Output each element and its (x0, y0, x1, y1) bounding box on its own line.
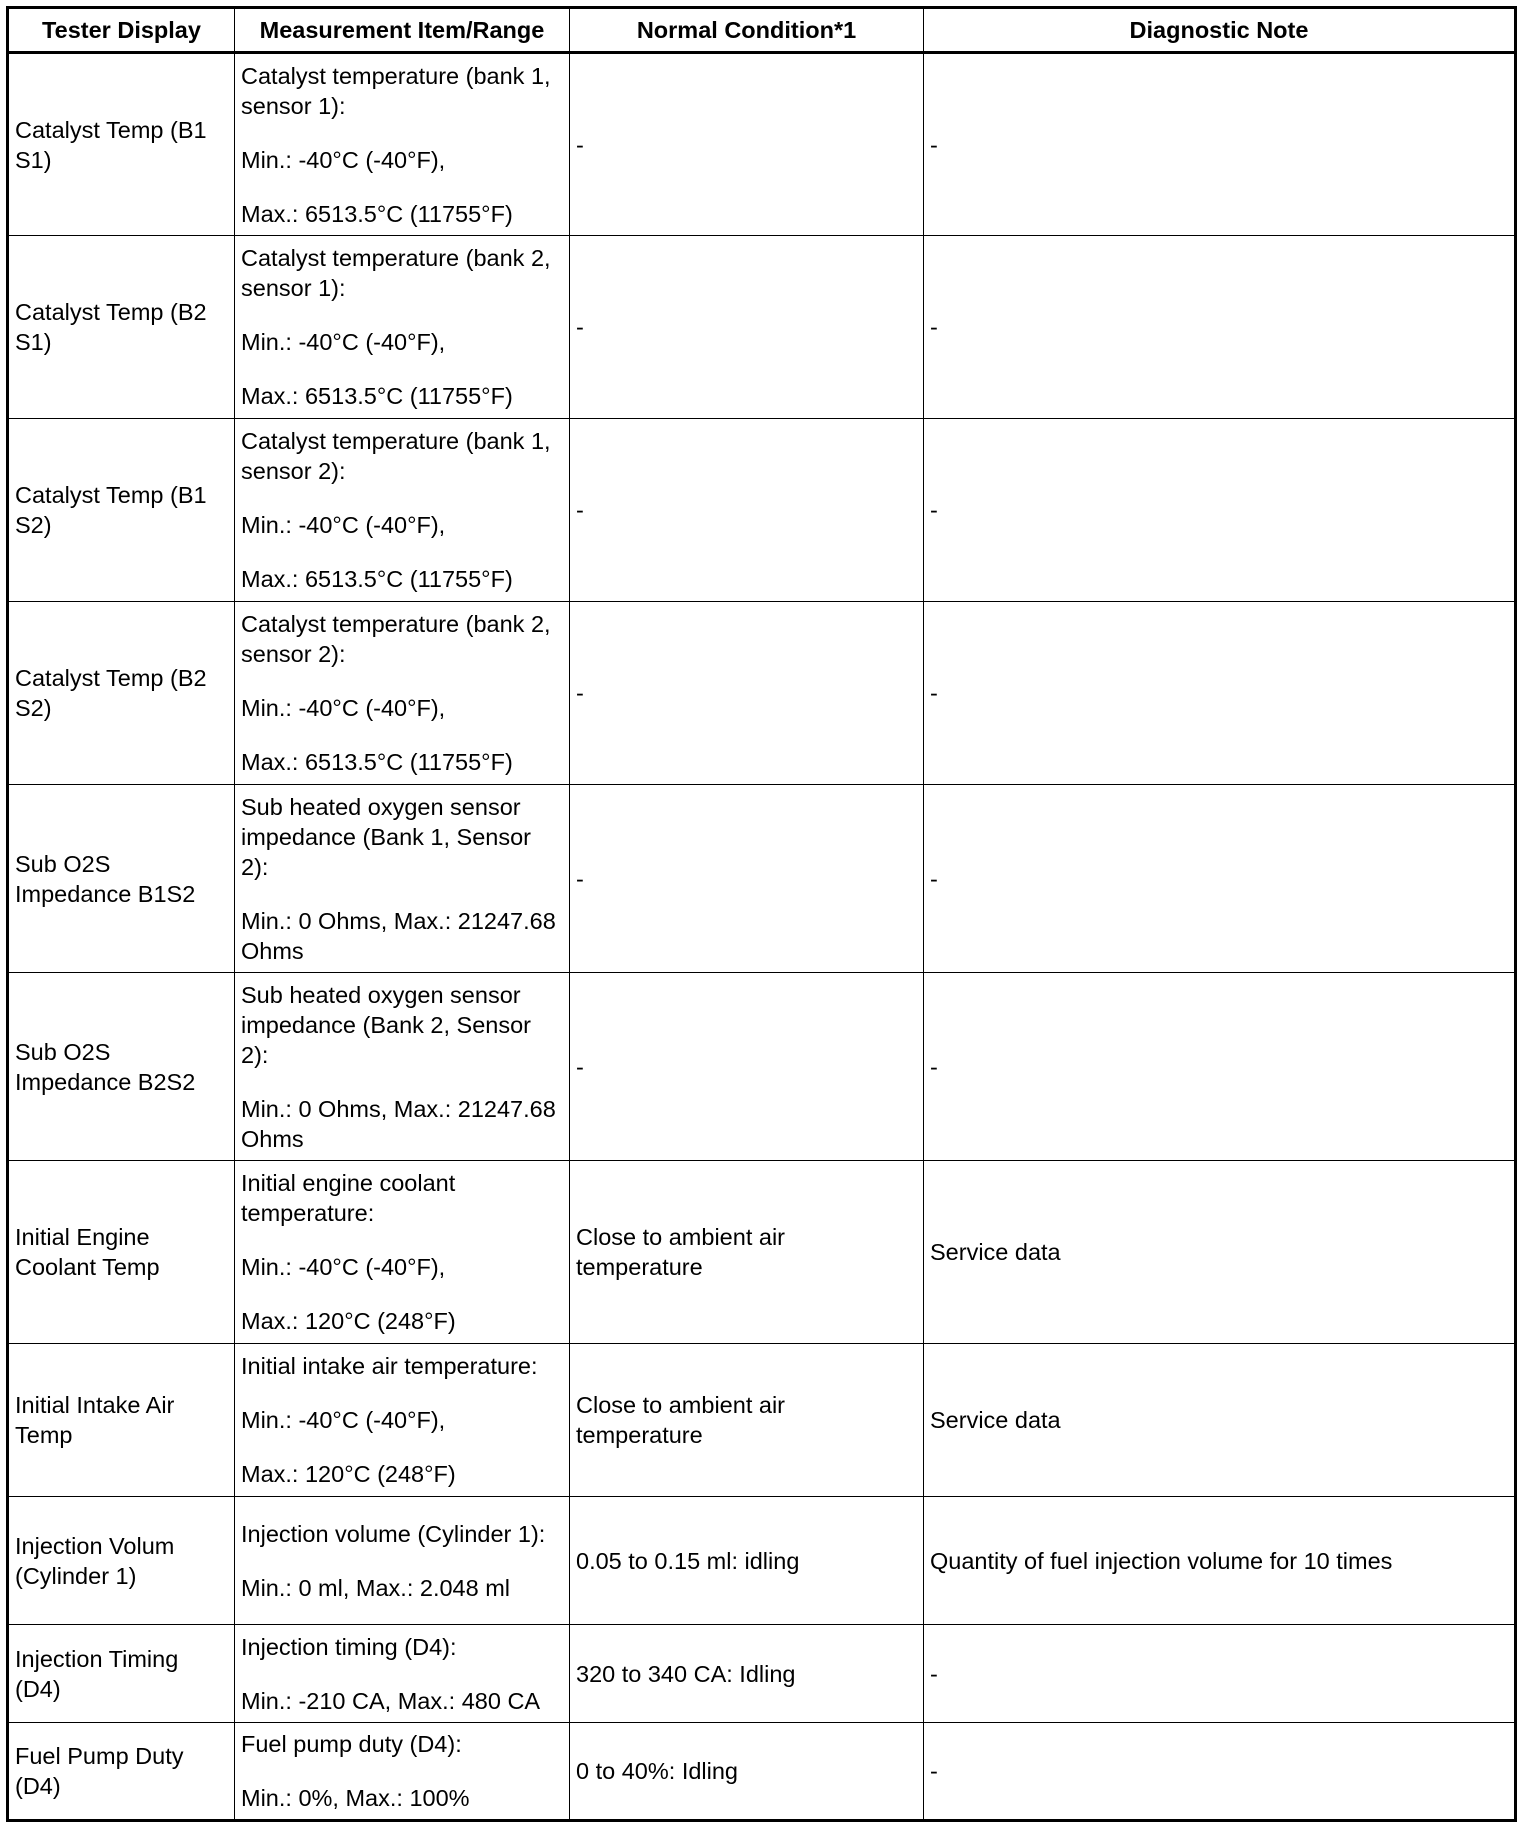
range-line: Min.: -40°C (-40°F), (241, 1254, 446, 1280)
measurement-range-cell (235, 53, 570, 236)
header-measurement-item-range: Measurement Item/Range (235, 8, 570, 53)
range-line: Sub heated oxygen sensor impedance (Bank 2, Sensor 2): (241, 981, 531, 1068)
diagnostic-note-cell: - (924, 785, 1516, 973)
range-line: Max.: 6513.5°C (11755°F) (241, 200, 513, 227)
range-line: Max.: 6513.5°C (11755°F) (241, 749, 513, 775)
range-line: Min.: 0 Ohms, Max.: 21247.68 Ohms (241, 1095, 556, 1152)
range-line: Min.: -40°C (-40°F), (241, 146, 446, 173)
normal-condition-cell: - (570, 973, 924, 1161)
diagnostic-note-cell: - (924, 236, 1516, 419)
tester-display-cell: Catalyst Temp (B1 S1) (8, 53, 235, 236)
data-list-table (6, 6, 1517, 1822)
range-line: Min.: 0%, Max.: 100% (241, 1785, 470, 1811)
normal-condition-cell: - (570, 419, 924, 602)
table-row (8, 785, 1516, 973)
measurement-range-cell (235, 1344, 570, 1497)
tester-display-cell: Injection Volum (Cylinder 1) (8, 1497, 235, 1625)
range-line: Max.: 6513.5°C (11755°F) (241, 383, 513, 409)
header-row (8, 8, 1516, 53)
header-normal-condition: Normal Condition*1 (570, 8, 924, 53)
table-row (8, 236, 1516, 419)
normal-condition-cell: - (570, 602, 924, 785)
range-line: Injection timing (D4): (241, 1633, 457, 1660)
range-line: Initial intake air temperature: (241, 1353, 538, 1379)
tester-display-cell: Sub O2S Impedance B2S2 (8, 973, 235, 1161)
range-line: Catalyst temperature (bank 2, sensor 2): (241, 611, 551, 667)
range-line: Min.: 0 ml, Max.: 2.048 ml (241, 1574, 511, 1601)
range-line: Min.: -40°C (-40°F), (241, 329, 446, 355)
range-line: Min.: -40°C (-40°F), (241, 695, 446, 721)
range-line: Injection volume (Cylinder 1): (241, 1520, 546, 1547)
range-line: Max.: 120°C (248°F) (241, 1461, 456, 1487)
range-line: Min.: -40°C (-40°F), (241, 512, 446, 538)
tester-display-cell: Fuel Pump Duty (D4) (8, 1723, 235, 1821)
tester-display-cell: Sub O2S Impedance B1S2 (8, 785, 235, 973)
diagnostic-note-cell: Service data (924, 1161, 1516, 1344)
diagnostic-note-cell: - (924, 1625, 1516, 1723)
range-line: Sub heated oxygen sensor impedance (Bank 1, Sensor 2): (241, 793, 531, 880)
normal-condition-cell: Close to ambient air temperature (570, 1161, 924, 1344)
measurement-range-cell (235, 236, 570, 419)
table-row (8, 973, 1516, 1161)
diagnostic-note-cell: Service data (924, 1344, 1516, 1497)
diagnostic-note-cell: - (924, 53, 1516, 236)
tester-display-cell: Initial Engine Coolant Temp (8, 1161, 235, 1344)
diagnostic-note-cell: Quantity of fuel injection volume for 10 times (924, 1497, 1516, 1625)
measurement-range-cell (235, 1625, 570, 1723)
range-line: Catalyst temperature (bank 2, sensor 1): (241, 245, 551, 301)
measurement-range-cell (235, 1497, 570, 1625)
range-line: Catalyst temperature (bank 1, sensor 1): (241, 62, 551, 119)
measurement-range-cell (235, 602, 570, 785)
normal-condition-cell: 320 to 340 CA: Idling (570, 1625, 924, 1723)
normal-condition-cell: - (570, 785, 924, 973)
range-line: Min.: -40°C (-40°F), (241, 1407, 446, 1433)
diagnostic-note-cell: - (924, 419, 1516, 602)
normal-condition-cell: 0.05 to 0.15 ml: idling (570, 1497, 924, 1625)
table-row (8, 1625, 1516, 1723)
range-line: Initial engine coolant temperature: (241, 1170, 456, 1226)
measurement-range-cell (235, 973, 570, 1161)
header-diagnostic-note: Diagnostic Note (924, 8, 1516, 53)
table-row (8, 1344, 1516, 1497)
table-row (8, 1723, 1516, 1821)
table-row (8, 53, 1516, 236)
tester-display-cell: Initial Intake Air Temp (8, 1344, 235, 1497)
tester-display-cell: Catalyst Temp (B2 S1) (8, 236, 235, 419)
tester-display-cell: Injection Timing (D4) (8, 1625, 235, 1723)
table-row (8, 1497, 1516, 1625)
measurement-range-cell (235, 1161, 570, 1344)
range-line: Catalyst temperature (bank 1, sensor 2): (241, 428, 551, 484)
diagnostic-note-cell: - (924, 602, 1516, 785)
range-line: Min.: -210 CA, Max.: 480 CA (241, 1687, 541, 1714)
range-line: Fuel pump duty (D4): (241, 1731, 462, 1757)
normal-condition-cell: - (570, 236, 924, 419)
header-tester-display: Tester Display (8, 8, 235, 53)
measurement-range-cell (235, 419, 570, 602)
diagnostic-note-cell: - (924, 1723, 1516, 1821)
tester-display-cell: Catalyst Temp (B1 S2) (8, 419, 235, 602)
normal-condition-cell: - (570, 53, 924, 236)
normal-condition-cell: 0 to 40%: Idling (570, 1723, 924, 1821)
measurement-range-cell (235, 1723, 570, 1821)
measurement-range-cell (235, 785, 570, 973)
table-row (8, 602, 1516, 785)
diagnostic-note-cell: - (924, 973, 1516, 1161)
table-row (8, 419, 1516, 602)
table-row (8, 1161, 1516, 1344)
tester-display-cell: Catalyst Temp (B2 S2) (8, 602, 235, 785)
normal-condition-cell: Close to ambient air temperature (570, 1344, 924, 1497)
range-line: Max.: 120°C (248°F) (241, 1308, 456, 1334)
range-line: Min.: 0 Ohms, Max.: 21247.68 Ohms (241, 907, 556, 964)
range-line: Max.: 6513.5°C (11755°F) (241, 566, 513, 592)
